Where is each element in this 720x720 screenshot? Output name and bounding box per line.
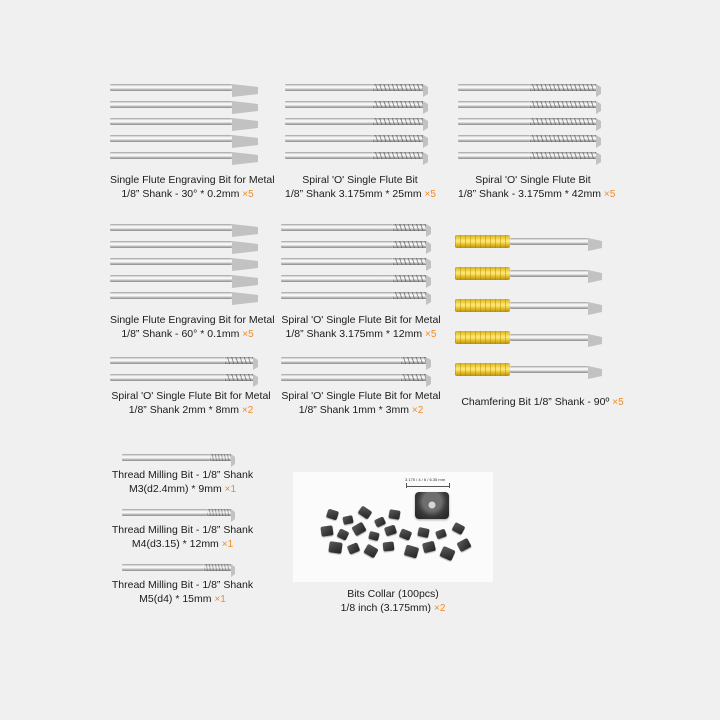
caption-line-2 bbox=[90, 538, 275, 552]
group-caption bbox=[90, 579, 275, 606]
caption-line-2 bbox=[281, 328, 441, 342]
bit-item bbox=[110, 275, 258, 282]
group-single-flute-engraving-30 bbox=[110, 82, 275, 201]
bit-item bbox=[110, 241, 258, 248]
caption-line-1: Spiral 'O' Single Flute Bit bbox=[302, 174, 418, 186]
caption-line-2 bbox=[458, 187, 616, 202]
bit-illustration-group bbox=[110, 82, 265, 174]
bit-illustration-group bbox=[281, 222, 441, 314]
caption-line-2 bbox=[110, 188, 265, 202]
bit-illustration-group bbox=[458, 82, 608, 174]
group-caption bbox=[285, 174, 435, 201]
caption-text: 1/8” Shank 3.175mm * 12mm bbox=[285, 327, 423, 340]
dimension-label: 3.175 / 4 / 6 / 6.35 mm bbox=[405, 477, 446, 482]
bit-item bbox=[110, 118, 258, 125]
bit-item bbox=[281, 258, 431, 265]
bit-item bbox=[122, 564, 234, 571]
caption-line-1: Single Flute Engraving Bit for Metal bbox=[110, 314, 275, 326]
group-caption bbox=[90, 469, 275, 496]
bit-item bbox=[110, 135, 258, 142]
group-spiral-o-metal-2x8 bbox=[110, 355, 272, 417]
group-caption bbox=[90, 524, 275, 551]
group-caption bbox=[281, 314, 441, 341]
bit-item bbox=[458, 101, 601, 108]
caption-text: M5(d4) * 15mm bbox=[139, 592, 212, 605]
bit-illustration-group bbox=[90, 450, 275, 466]
group-thread-milling-m4 bbox=[90, 505, 275, 551]
group-spiral-o-42mm bbox=[458, 82, 616, 201]
group-caption bbox=[458, 174, 616, 201]
bit-illustration-group bbox=[285, 82, 435, 174]
caption-line-1: Bits Collar (100pcs) bbox=[347, 588, 439, 600]
caption-line-1: Thread Milling Bit - 1/8” Shank bbox=[111, 524, 254, 536]
caption-line-2 bbox=[110, 404, 272, 418]
caption-text: 1/8” Shank 3.175mm * 25mm bbox=[285, 187, 422, 200]
bit-item bbox=[110, 152, 258, 159]
bit-item bbox=[281, 224, 431, 231]
bit-illustration-group bbox=[110, 355, 272, 390]
caption-text: Chamfering Bit 1/8” Shank - 90º bbox=[461, 396, 610, 408]
quantity-badge: ×1 bbox=[214, 593, 226, 605]
bit-item bbox=[455, 334, 615, 341]
caption-line-1: Thread Milling Bit - 1/8” Shank bbox=[111, 579, 254, 591]
bit-item bbox=[281, 374, 431, 381]
quantity-badge: ×2 bbox=[433, 602, 446, 614]
caption-line-2 bbox=[90, 593, 275, 607]
caption-text: M3(d2.4mm) * 9mm bbox=[128, 482, 222, 495]
bit-item bbox=[455, 238, 615, 245]
caption-line-2 bbox=[285, 188, 435, 202]
quantity-badge: ×1 bbox=[221, 538, 234, 550]
group-spiral-o-metal-12mm bbox=[281, 222, 441, 341]
bit-item bbox=[110, 258, 258, 265]
group-caption bbox=[110, 174, 275, 201]
quantity-badge: ×5 bbox=[424, 188, 436, 200]
bit-item bbox=[458, 84, 601, 91]
caption-text: 1/8” Shank - 60° * 0.1mm bbox=[121, 327, 240, 340]
bit-item bbox=[110, 292, 258, 299]
group-spiral-o-metal-1x3 bbox=[281, 355, 441, 417]
bit-item bbox=[455, 270, 615, 277]
caption-line-1: Spiral 'O' Single Flute Bit for Metal bbox=[111, 390, 271, 402]
quantity-badge: ×5 bbox=[612, 397, 624, 408]
bits-collar-photo bbox=[293, 472, 493, 582]
group-caption bbox=[110, 314, 275, 341]
quantity-badge: ×1 bbox=[224, 483, 237, 495]
caption-line-2 bbox=[281, 404, 441, 418]
bit-item bbox=[455, 366, 615, 373]
bit-illustration-group bbox=[90, 505, 275, 521]
caption-line-1 bbox=[455, 396, 630, 410]
bit-item bbox=[110, 101, 258, 108]
bit-item bbox=[281, 275, 431, 282]
bit-illustration-group bbox=[455, 232, 630, 392]
group-thread-milling-m3 bbox=[90, 450, 275, 496]
caption-text: 1/8 inch (3.175mm) bbox=[340, 601, 432, 614]
quantity-badge: ×5 bbox=[242, 328, 254, 340]
quantity-badge: ×5 bbox=[425, 328, 437, 340]
caption-line-2 bbox=[90, 483, 275, 497]
caption-line-2 bbox=[110, 328, 265, 342]
group-thread-milling-m5 bbox=[90, 560, 275, 606]
group-spiral-o-25mm bbox=[285, 82, 435, 201]
caption-line-2 bbox=[293, 602, 493, 616]
quantity-badge: ×5 bbox=[242, 188, 254, 200]
bit-item bbox=[110, 84, 258, 91]
caption-line-1: Thread Milling Bit - 1/8” Shank bbox=[111, 469, 254, 481]
bit-item bbox=[281, 241, 431, 248]
caption-line-1: Single Flute Engraving Bit for Metal bbox=[110, 174, 275, 186]
bit-item bbox=[285, 118, 428, 125]
bit-item bbox=[281, 357, 431, 364]
group-bits-collar bbox=[293, 472, 493, 615]
group-chamfering-bit bbox=[455, 232, 630, 410]
bit-illustration-group bbox=[281, 355, 441, 390]
caption-line-1: Spiral 'O' Single Flute Bit bbox=[475, 174, 591, 186]
bit-item bbox=[110, 224, 258, 231]
bit-item bbox=[285, 101, 428, 108]
group-caption bbox=[455, 396, 630, 410]
bit-item bbox=[458, 152, 601, 159]
caption-line-1: Spiral 'O' Single Flute Bit for Metal bbox=[281, 390, 441, 402]
bit-item bbox=[122, 454, 234, 461]
caption-text: 1/8” Shank 1mm * 3mm bbox=[298, 403, 409, 416]
group-single-flute-engraving-60 bbox=[110, 222, 275, 341]
bit-item bbox=[285, 135, 428, 142]
bit-illustration-group bbox=[90, 560, 275, 576]
bit-item bbox=[122, 509, 234, 516]
bit-item bbox=[110, 357, 258, 364]
caption-text: 1/8” Shank - 30° * 0.2mm bbox=[121, 187, 240, 200]
bit-item bbox=[458, 135, 601, 142]
quantity-badge: ×2 bbox=[241, 404, 254, 416]
group-caption bbox=[110, 390, 272, 417]
bit-item bbox=[285, 152, 428, 159]
caption-text: M4(d3.15) * 12mm bbox=[131, 537, 219, 550]
group-caption bbox=[281, 390, 441, 417]
bit-item bbox=[281, 292, 431, 299]
caption-text: 1/8” Shank 2mm * 8mm bbox=[128, 403, 239, 416]
bit-item bbox=[455, 302, 615, 309]
group-caption bbox=[293, 588, 493, 615]
bit-item bbox=[458, 118, 601, 125]
caption-text: 1/8” Shank - 3.175mm * 42mm bbox=[458, 187, 601, 200]
bit-item bbox=[110, 374, 258, 381]
bit-illustration-group bbox=[110, 222, 265, 314]
collar-ring-sample bbox=[415, 492, 449, 519]
caption-line-1: Spiral 'O' Single Flute Bit for Metal bbox=[281, 314, 441, 326]
bit-item bbox=[285, 84, 428, 91]
quantity-badge: ×2 bbox=[411, 404, 424, 416]
quantity-badge: ×5 bbox=[603, 188, 616, 200]
